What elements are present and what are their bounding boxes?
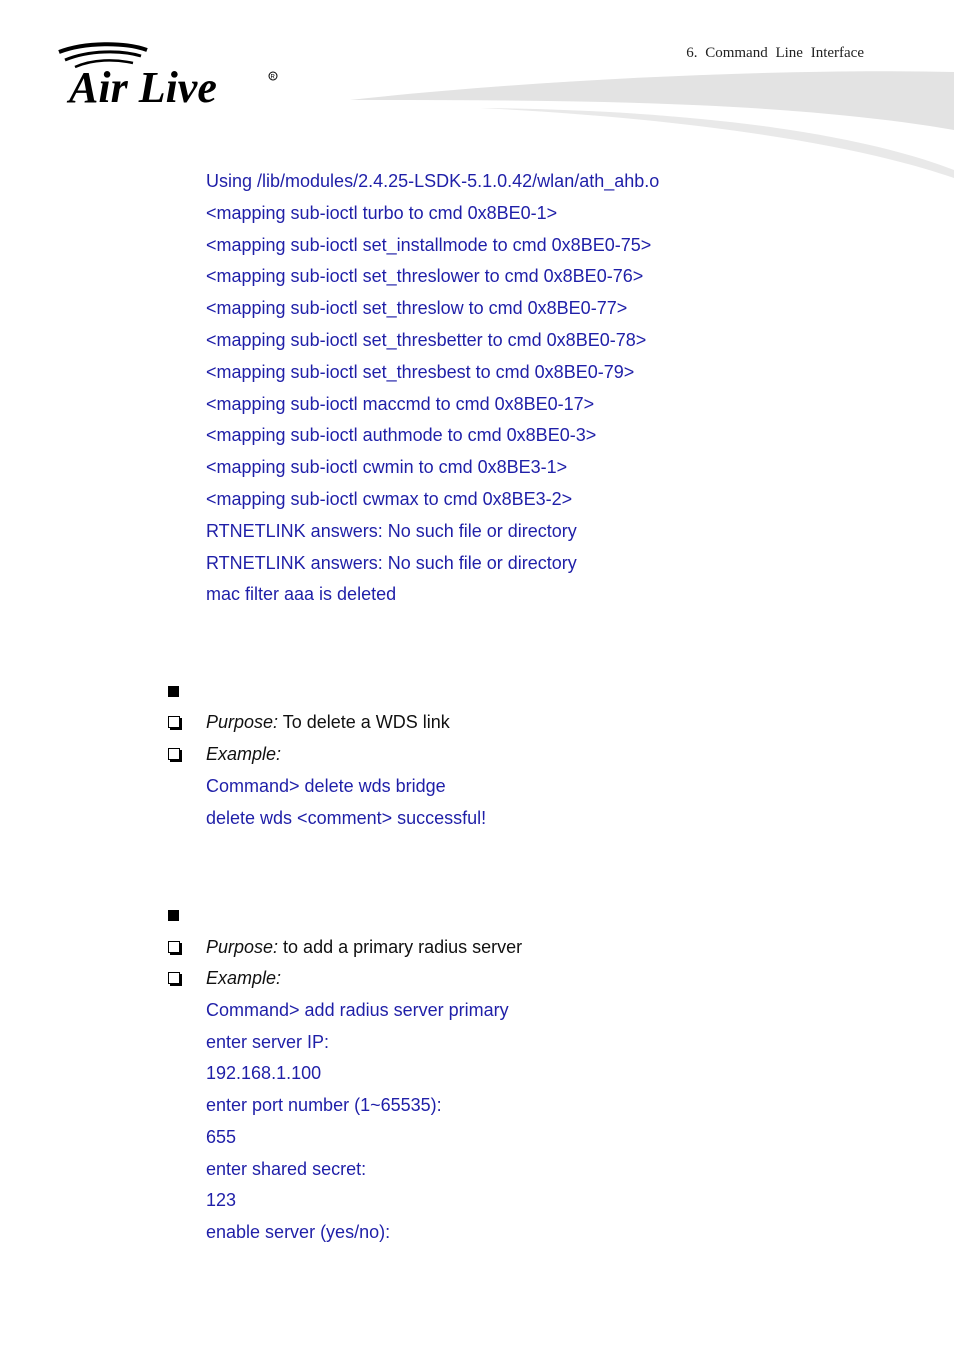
header-swoosh xyxy=(330,60,954,180)
purpose-text: to add a primary radius server xyxy=(278,937,523,957)
checkbox-bullet-icon xyxy=(168,970,182,984)
code-line: <mapping sub-ioctl turbo to cmd 0x8BE0-1> xyxy=(206,202,558,223)
code-line: <mapping sub-ioctl authmode to cmd 0x8BE0-3> xyxy=(206,425,597,446)
code-line: mac filter aaa is deleted xyxy=(206,584,397,605)
purpose-line xyxy=(206,937,522,957)
example-label: Example: xyxy=(206,744,282,764)
code-line: RTNETLINK answers: No such file or directory xyxy=(206,520,577,541)
checkbox-bullet-icon xyxy=(168,746,182,760)
purpose-text: To delete a WDS link xyxy=(278,712,450,732)
purpose-line xyxy=(206,712,450,732)
code-line: RTNETLINK answers: No such file or directory xyxy=(206,552,577,573)
code-line: Command> add radius server primary xyxy=(206,1000,509,1020)
section-bullet-filled xyxy=(168,907,182,921)
code-line: <mapping sub-ioctl set_threslow to cmd 0x8BE0-77> xyxy=(206,298,628,319)
code-line: enable server (yes/no): xyxy=(206,1221,391,1242)
example-line xyxy=(206,968,281,988)
code-line: <mapping sub-ioctl maccmd to cmd 0x8BE0-17> xyxy=(206,393,595,414)
code-line: <mapping sub-ioctl set_thresbetter to cmd 0x8BE0-78> xyxy=(206,330,647,350)
code-line: <mapping sub-ioctl set_threslower to cmd 0x8BE0-76> xyxy=(206,266,644,287)
code-line: 655 xyxy=(206,1126,237,1147)
example-line xyxy=(206,744,281,764)
code-line: enter server IP: xyxy=(206,1031,330,1052)
code-line: delete wds <comment> successful! xyxy=(206,808,487,828)
code-line: 123 xyxy=(206,1190,237,1211)
svg-text:R: R xyxy=(270,74,275,81)
code-line: 192.168.1.100 xyxy=(206,1063,322,1084)
code-line: Command> delete wds bridge xyxy=(206,776,446,796)
purpose-label: Purpose: xyxy=(206,937,279,957)
checkbox-bullet-icon xyxy=(168,714,182,728)
example-label: Example: xyxy=(206,968,282,988)
checkbox-bullet-icon xyxy=(168,939,182,953)
purpose-label: Purpose: xyxy=(206,712,279,732)
code-line: enter shared secret: xyxy=(206,1158,367,1179)
section-bullet-filled xyxy=(168,683,182,697)
code-line: <mapping sub-ioctl cwmin to cmd 0x8BE3-1> xyxy=(206,457,568,478)
code-line: <mapping sub-ioctl set_thresbest to cmd 0x8BE0-79> xyxy=(206,361,635,382)
airlive-logo xyxy=(55,40,285,115)
chapter-header: 6. Command Line Interface xyxy=(686,45,864,61)
code-line: enter port number (1~65535): xyxy=(206,1095,442,1116)
code-line: <mapping sub-ioctl set_installmode to cmd 0x8BE0-75> xyxy=(206,234,652,255)
code-line: Using /lib/modules/2.4.25-LSDK-5.1.0.42/wlan/ath_ahb.o xyxy=(206,171,660,191)
svg-text:Air Live: Air Live xyxy=(69,63,217,110)
code-line: <mapping sub-ioctl cwmax to cmd 0x8BE3-2> xyxy=(206,489,573,509)
